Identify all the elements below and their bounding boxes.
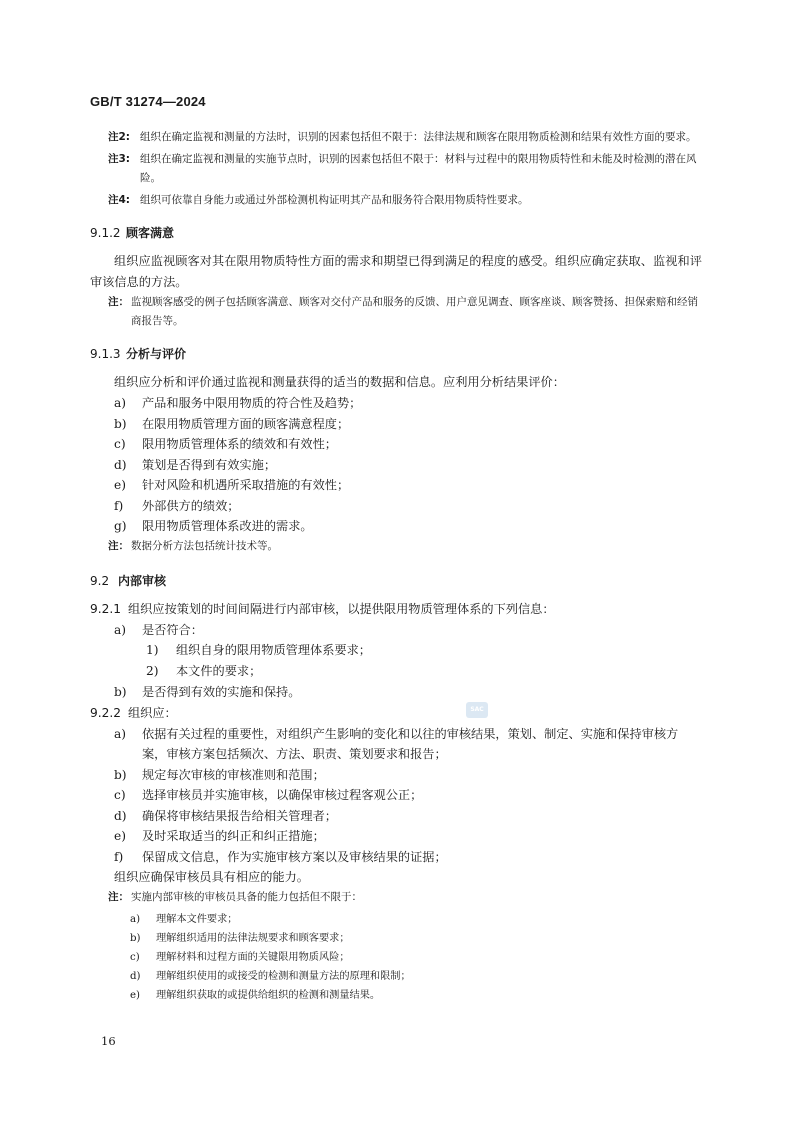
clause-9-2-2 [90,703,702,724]
list-text: 及时采取适当的纠正和纠正措施； [142,829,325,843]
clause-text: 组织应： [128,705,177,720]
note-label: 注： [108,891,129,903]
list-text: 规定每次审核的审核准则和范围； [142,767,325,782]
note-list-item [90,967,702,986]
note-text: 组织在确定监视和测量的实施节点时，识别的因素包括但不限于：材料与过程中的限用物质特性和未能及时检测的潜在风险。 [140,153,697,184]
list-text: 是否得到有效的实施和保持。 [142,685,301,699]
list-marker: e) [130,990,141,1001]
list-text: 在限用物质管理方面的顾客满意程度； [142,416,350,431]
note-label: 注： [108,539,129,552]
section-number: 9.1.3 [90,347,121,361]
list-item [90,847,702,868]
note-3 [90,150,702,188]
note-label: 注： [108,296,129,308]
list-text: 理解本文件要求； [156,914,238,925]
list-item [90,455,702,476]
note-2 [90,128,702,147]
list-item [90,496,702,517]
list-marker: a) [130,914,141,925]
list-text: 依据有关过程的重要性，对组织产生影响的变化和以往的审核结果，策划、制定、实施和保持审核方案，审核方案包括频次、方法、职责、策划要求和报告； [142,726,679,761]
note-text: 数据分析方法包括统计技术等。 [131,539,278,552]
list-text: 限用物质管理体系的绩效和有效性； [142,437,337,451]
section-title: 内部审核 [118,573,167,588]
list-marker: c) [130,952,140,963]
list-marker: e) [114,478,126,492]
list-text: 理解组织适用的法律法规要求和顾客要求； [156,933,350,944]
list-marker: a) [114,396,127,410]
list-marker: b) [114,685,127,699]
list-item [90,475,702,496]
note-text: 组织可依靠自身能力或通过外部检测机构证明其产品和服务符合限用物质特性要求。 [140,194,529,206]
note-text: 实施内部审核的审核员具备的能力包括但不限于： [131,891,362,903]
list-text: 外部供方的绩效； [142,498,240,513]
clause-9-2-1 [90,599,702,620]
note-list-item [90,929,702,948]
list-marker: e) [114,829,126,843]
list-text: 限用物质管理体系改进的需求。 [142,519,313,533]
list-text: 理解组织获取的或提供给组织的检测和测量结果。 [156,990,381,1001]
note-label: 注2: [108,131,131,143]
list-text: 组织自身的限用物质管理体系要求； [176,643,371,657]
list-marker: d) [114,457,127,472]
list-text: 策划是否得到有效实施； [142,457,277,472]
paragraph: 组织应确保审核员具有相应的能力。 [114,870,309,884]
section-title: 分析与评价 [126,347,187,361]
list-text: 本文件的要求； [176,664,262,678]
list-text: 是否符合： [142,622,203,637]
list-text: 产品和服务中限用物质的符合性及趋势； [142,396,362,410]
list-marker: f) [114,849,124,864]
list-text: 保留成文信息，作为实施审核方案以及审核结果的证据； [142,849,447,864]
list-item [90,785,702,806]
list-item [90,516,702,537]
list-marker: 1) [146,643,159,657]
list-item [90,826,702,847]
list-item [90,765,702,786]
note [90,293,702,331]
list-marker: d) [114,808,127,823]
section-heading-9-1-3 [90,345,702,362]
list-marker: g) [114,519,127,533]
list-marker: f) [114,498,124,513]
note-list-item [90,910,702,929]
list-marker: a) [114,726,127,741]
list-text: 针对风险和机遇所采取措施的有效性； [142,478,350,492]
note-text: 组织在确定监视和测量的方法时，识别的因素包括但不限于：法律法规和顾客在限用物质检测和结果有效性方面的要求。 [140,131,697,143]
page-body [90,128,702,1005]
sub-list-item [90,640,702,661]
list-marker: b) [114,416,127,431]
list-item [90,682,702,703]
sac-watermark-logo: SAC [466,702,488,718]
list-item [90,393,702,414]
section-number: 9.2 [90,573,110,588]
sub-list-item [90,661,702,682]
list-text: 理解组织使用的或接受的检测和测量方法的原理和限制； [156,971,411,982]
list-marker: b) [114,767,127,782]
paragraph: 组织应监视顾客对其在限用物质特性方面的需求和期望已得到满足的程度的感受。组织应确定获取、监视和评审该信息的方法。 [90,254,702,289]
list-item [90,806,702,827]
note-label: 注4: [108,194,131,206]
list-text: 理解材料和过程方面的关键限用物质风险； [156,952,350,963]
list-text: 选择审核员并实施审核，以确保审核过程客观公正； [142,788,423,802]
list-marker: b) [130,933,141,944]
note [90,888,702,907]
list-marker: c) [114,437,126,451]
section-heading-9-2 [90,572,702,589]
note-list-item [90,948,702,967]
list-item [90,724,702,765]
list-item [90,434,702,455]
list-item [90,414,702,435]
section-number: 9.1.2 [90,226,121,240]
list-marker: a) [114,622,127,637]
list-text: 确保将审核结果报告给相关管理者； [142,808,337,823]
list-marker: d) [130,971,141,982]
note-list-item [90,986,702,1005]
note-4 [90,191,702,210]
document-code: GB/T 31274—2024 [90,94,206,109]
note-text: 监视顾客感受的例子包括顾客满意、顾客对交付产品和服务的反馈、用户意见调查、顾客座谈、顾客赞扬、担保索赔和经销商报告等。 [131,296,698,327]
list-item [90,620,702,641]
page-number: 16 [101,1034,116,1048]
clause-number: 9.2.2 [90,705,122,720]
section-heading-9-1-2 [90,224,702,241]
section-title: 顾客满意 [126,226,175,240]
clause-text: 组织应按策划的时间间隔进行内部审核，以提供限用物质管理体系的下列信息： [128,601,555,616]
note-label: 注3: [108,153,131,165]
note [90,537,702,556]
list-marker: 2) [146,664,159,678]
list-marker: c) [114,788,126,802]
clause-number: 9.2.1 [90,601,122,616]
paragraph: 组织应分析和评价通过监视和测量获得的适当的数据和信息。应利用分析结果评价： [114,375,565,389]
